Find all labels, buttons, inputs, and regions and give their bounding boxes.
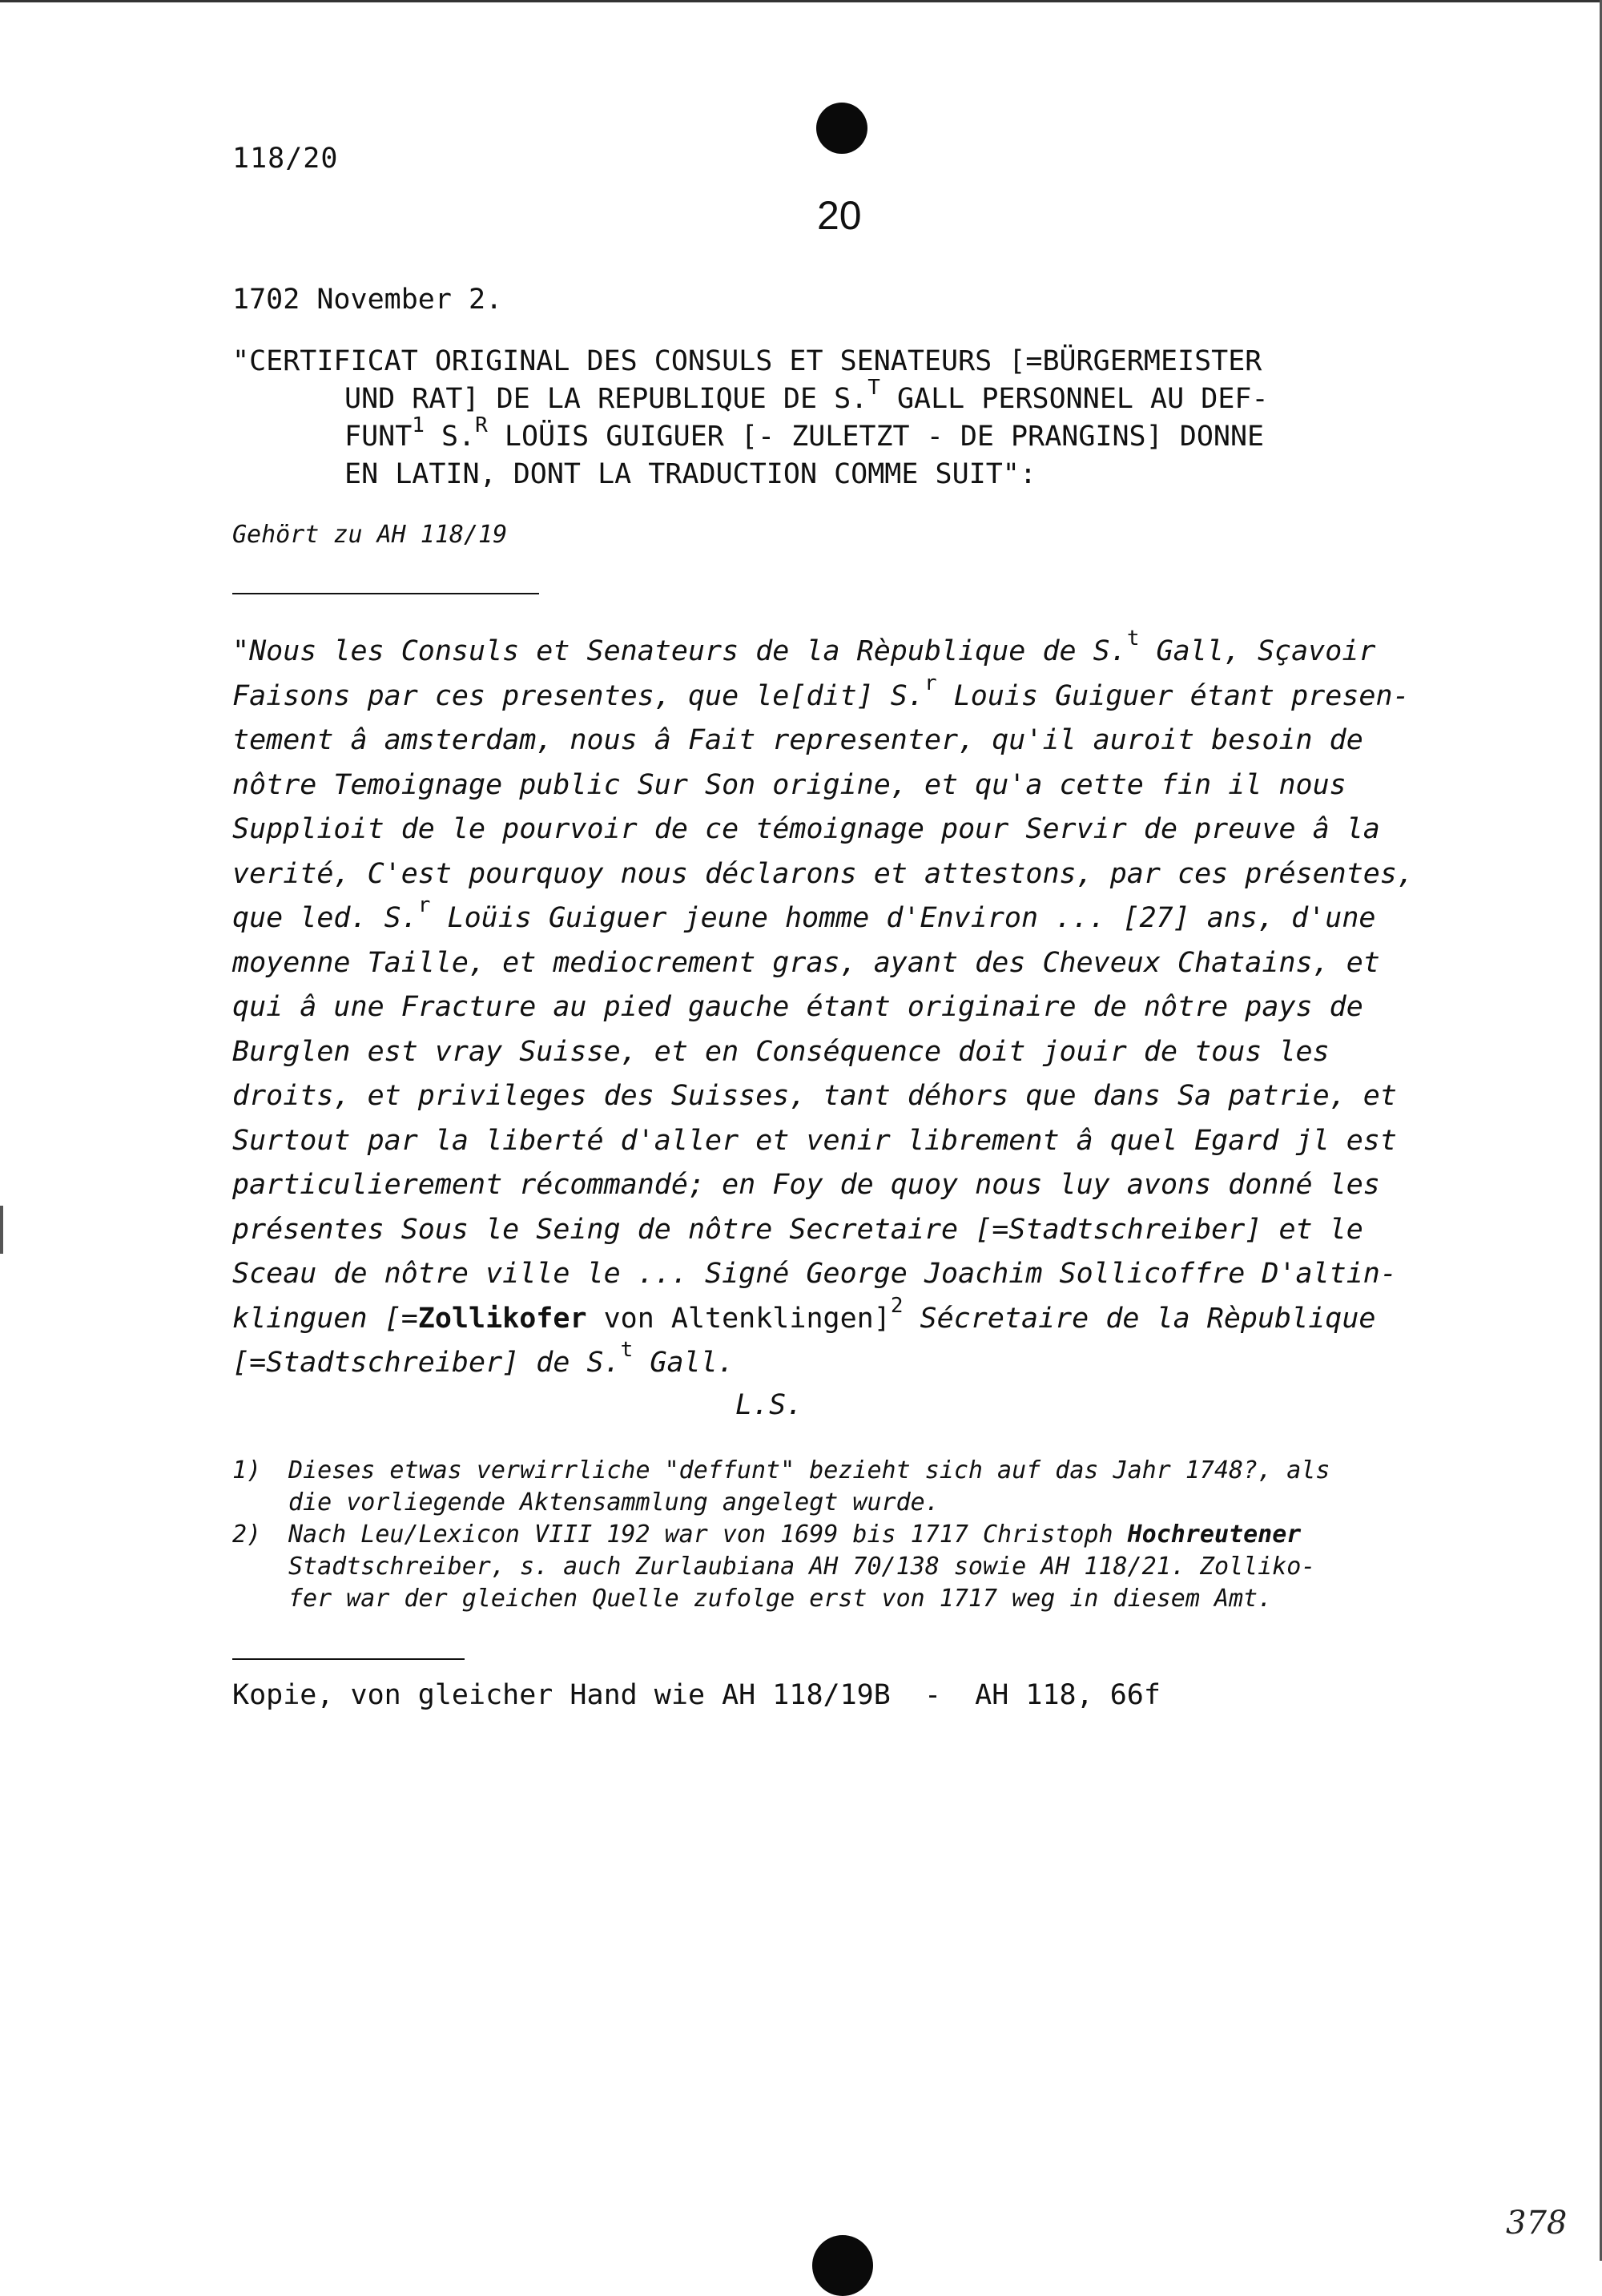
scan-edge-mark: [0, 1206, 3, 1254]
text-line: "Nous les Consuls et Senateurs de la Rèpublique de S.$^t$ Gall, Sçavoir: [232, 626, 1376, 667]
belongs-to-note: Gehört zu AH 118/19: [232, 521, 508, 549]
footnotes: [232, 1455, 1466, 1615]
heading-line: FUNT$^1$ S.$^R$ LOÜIS GUIGUER [- ZULETZT - DE PRANGINS] DONNE: [344, 413, 1265, 453]
text-line: nôtre Temoignage public Sur Son origine, et qu'a cette fin il nous: [232, 768, 1346, 801]
document-date: 1702 November 2.: [232, 284, 503, 316]
footnote-number: 2): [232, 1521, 262, 1549]
page-number: 20: [817, 193, 862, 238]
separator-rule: [232, 1658, 465, 1660]
text-line: Surtout par la liberté d'aller et venir librement â quel Egard jl est: [232, 1124, 1397, 1157]
text-line: présentes Sous le Seing de nôtre Secretaire [=Stadtschreiber] et le: [232, 1213, 1363, 1246]
punch-hole-bottom: [812, 2235, 873, 2296]
handwritten-folio-number: 378: [1506, 2205, 1568, 2242]
text-line: klinguen [=Zollikofer von Altenklingen]$^2$ Sécretaire de la Rèpublique: [232, 1293, 1376, 1335]
heading-line: "CERTIFICAT ORIGINAL DES CONSULS ET SENATEURS [=BÜRGERMEISTER: [232, 345, 1262, 377]
footnote-1: [232, 1455, 1466, 1519]
heading-line: UND RAT] DE LA REPUBLIQUE DE S.$^T$ GALL PERSONNEL AU DEF-: [344, 376, 1269, 415]
footnote-ref-1: 1: [412, 413, 425, 438]
footnote-2: [232, 1519, 1466, 1615]
separator-rule: [232, 593, 539, 594]
text-line: droits, et privileges des Suisses, tant déhors que dans Sa patrie, et: [232, 1080, 1397, 1112]
text-line: tement â amsterdam, nous â Fait representer, qu'il auroit besoin de: [232, 724, 1363, 756]
text-line: Supplioit de le pourvoir de ce témoignage pour Servir de preuve â la: [232, 813, 1380, 845]
footnote-line: die vorliegende Aktensammlung angelegt wurde.: [288, 1488, 940, 1517]
scan-border-top: [0, 0, 1602, 2]
translation-text: [232, 626, 1466, 1386]
document-heading: [232, 343, 1434, 493]
heading-line: EN LATIN, DONT LA TRADUCTION COMME SUIT":: [344, 458, 1036, 490]
footnote-line: Nach Leu/Lexicon VIII 192 war von 1699 bis 1717 Christoph Hochreutener: [288, 1521, 1302, 1549]
text-line: qui â une Fracture au pied gauche étant originaire de nôtre pays de: [232, 991, 1363, 1023]
punch-hole-top: [816, 103, 867, 154]
seal-mark: L.S.: [735, 1389, 803, 1421]
text-line: que led. S.$^r$ Loüis Guiguer jeune homme d'Environ ... [27] ans, d'une: [232, 893, 1376, 934]
footnote-line: Dieses etwas verwirrliche "deffunt" bezieht sich auf das Jahr 1748?, als: [288, 1456, 1330, 1484]
text-line: Faisons par ces presentes, que le[dit] S.$^r$ Louis Guiguer étant presen-: [232, 671, 1410, 712]
source-note: Kopie, von gleicher Hand wie AH 118/19B - AH 118, 66f: [232, 1679, 1161, 1711]
text-line: Sceau de nôtre ville le ... Signé George Joachim Sollicoffre D'altin-: [232, 1258, 1397, 1290]
footnote-line: fer war der gleichen Quelle zufolge erst von 1717 weg in diesem Amt.: [288, 1585, 1273, 1613]
signature-reference: 118/20: [232, 143, 339, 175]
footnote-line: Stadtschreiber, s. auch Zurlaubiana AH 70/138 sowie AH 118/21. Zolliko-: [288, 1553, 1316, 1581]
text-line: Burglen est vray Suisse, et en Conséquence doit jouir de tous les: [232, 1035, 1330, 1068]
text-line: moyenne Taille, et mediocrement gras, ayant des Cheveux Chatains, et: [232, 946, 1380, 979]
footnote-ref-2: 2: [890, 1293, 904, 1318]
text-line: particulierement récommandé; en Foy de quoy nous luy avons donné les: [232, 1169, 1380, 1201]
text-line: verité, C'est pourquoy nous déclarons et attestons, par ces présentes,: [232, 857, 1415, 890]
footnote-number: 1): [232, 1456, 262, 1484]
text-line: [=Stadtschreiber] de S.$^t$ Gall.: [232, 1338, 735, 1379]
